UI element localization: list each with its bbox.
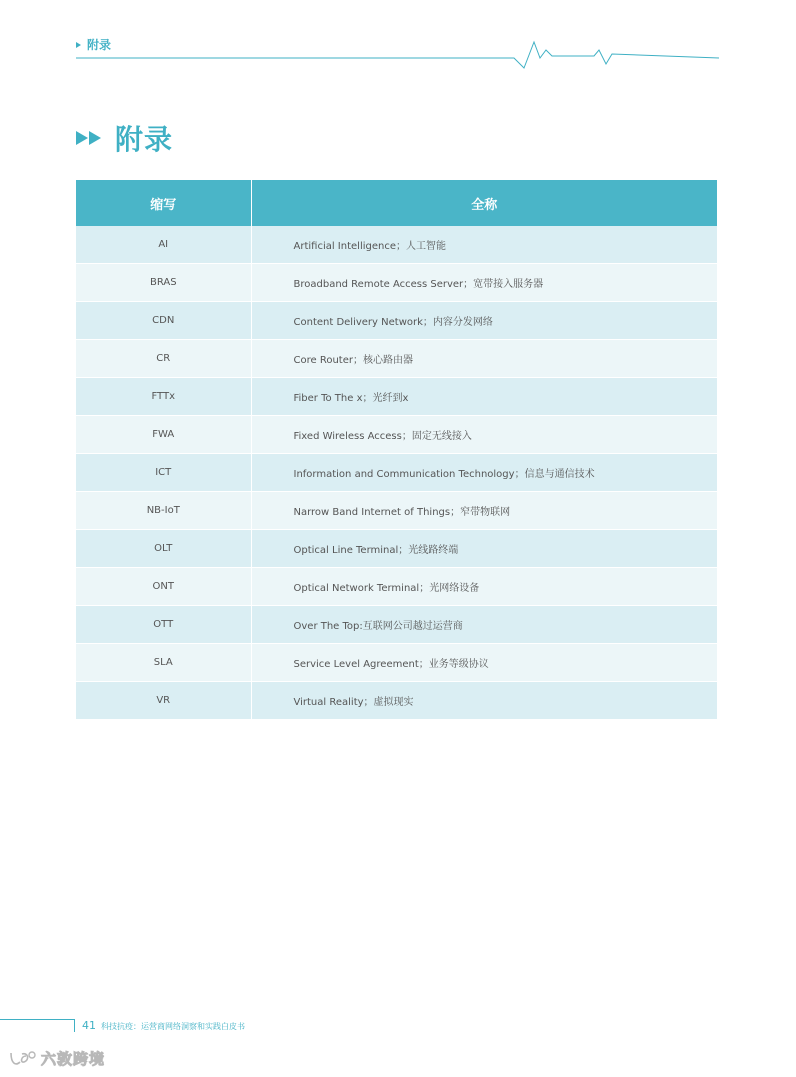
page-title bbox=[76, 118, 173, 158]
full-name-cell: Content Delivery Network；内容分发网络 bbox=[251, 302, 717, 340]
section-label-text: 附录 bbox=[87, 38, 112, 52]
watermark-text: 六敦跨境 bbox=[41, 1050, 106, 1068]
abbr-cell: OTT bbox=[76, 606, 251, 644]
full-name-cell: Artificial Intelligence；人工智能 bbox=[251, 226, 717, 264]
table-row bbox=[76, 492, 717, 530]
table-row bbox=[76, 682, 717, 720]
table-row bbox=[76, 378, 717, 416]
table-row bbox=[76, 644, 717, 682]
table-row bbox=[76, 264, 717, 302]
footer-doc-title: 科技抗疫：运营商网络洞察和实践白皮书 bbox=[101, 1022, 245, 1031]
double-arrow-icon bbox=[76, 131, 101, 145]
page-footer bbox=[0, 1014, 796, 1044]
abbr-cell: FTTx bbox=[76, 378, 251, 416]
abbr-cell: BRAS bbox=[76, 264, 251, 302]
abbr-cell: SLA bbox=[76, 644, 251, 682]
abbr-cell: CR bbox=[76, 340, 251, 378]
table-header-row bbox=[76, 180, 717, 226]
brand-logo-icon bbox=[8, 1050, 38, 1068]
full-name-cell: Optical Network Terminal；光网络设备 bbox=[251, 568, 717, 606]
full-name-cell: Over The Top:互联网公司越过运营商 bbox=[251, 606, 717, 644]
full-name-cell: Narrow Band Internet of Things；窄带物联网 bbox=[251, 492, 717, 530]
table-row bbox=[76, 302, 717, 340]
footer-rule bbox=[0, 1019, 74, 1020]
section-label bbox=[76, 36, 111, 53]
table-row bbox=[76, 226, 717, 264]
abbr-cell: ONT bbox=[76, 568, 251, 606]
full-name-cell: Information and Communication Technology；信息与通信技术 bbox=[251, 454, 717, 492]
full-name-cell: Broadband Remote Access Server；宽带接入服务器 bbox=[251, 264, 717, 302]
full-name-cell: Virtual Reality；虚拟现实 bbox=[251, 682, 717, 720]
abbreviation-table bbox=[76, 180, 717, 720]
full-name-cell: Fixed Wireless Access；固定无线接入 bbox=[251, 416, 717, 454]
abbr-cell: OLT bbox=[76, 530, 251, 568]
page-header bbox=[0, 0, 796, 80]
full-name-cell: Core Router；核心路由器 bbox=[251, 340, 717, 378]
table-row bbox=[76, 454, 717, 492]
full-name-cell: Fiber To The x；光纤到x bbox=[251, 378, 717, 416]
table-row bbox=[76, 530, 717, 568]
abbr-cell: ICT bbox=[76, 454, 251, 492]
column-header-full: 全称 bbox=[251, 180, 717, 226]
abbr-cell: VR bbox=[76, 682, 251, 720]
table-row bbox=[76, 606, 717, 644]
full-name-cell: Optical Line Terminal；光线路终端 bbox=[251, 530, 717, 568]
abbr-cell: NB-IoT bbox=[76, 492, 251, 530]
page-title-text: 附录 bbox=[115, 123, 174, 156]
page-number: 41 bbox=[82, 1019, 96, 1032]
heartbeat-line-icon bbox=[76, 38, 720, 74]
abbr-cell: CDN bbox=[76, 302, 251, 340]
table-row bbox=[76, 568, 717, 606]
footer-divider bbox=[74, 1019, 75, 1032]
table-row bbox=[76, 416, 717, 454]
triangle-bullet-icon bbox=[76, 42, 81, 48]
table-row bbox=[76, 340, 717, 378]
column-header-abbr: 缩写 bbox=[76, 180, 251, 226]
abbr-cell: FWA bbox=[76, 416, 251, 454]
full-name-cell: Service Level Agreement；业务等级协议 bbox=[251, 644, 717, 682]
watermark bbox=[8, 1048, 105, 1069]
abbr-cell: AI bbox=[76, 226, 251, 264]
